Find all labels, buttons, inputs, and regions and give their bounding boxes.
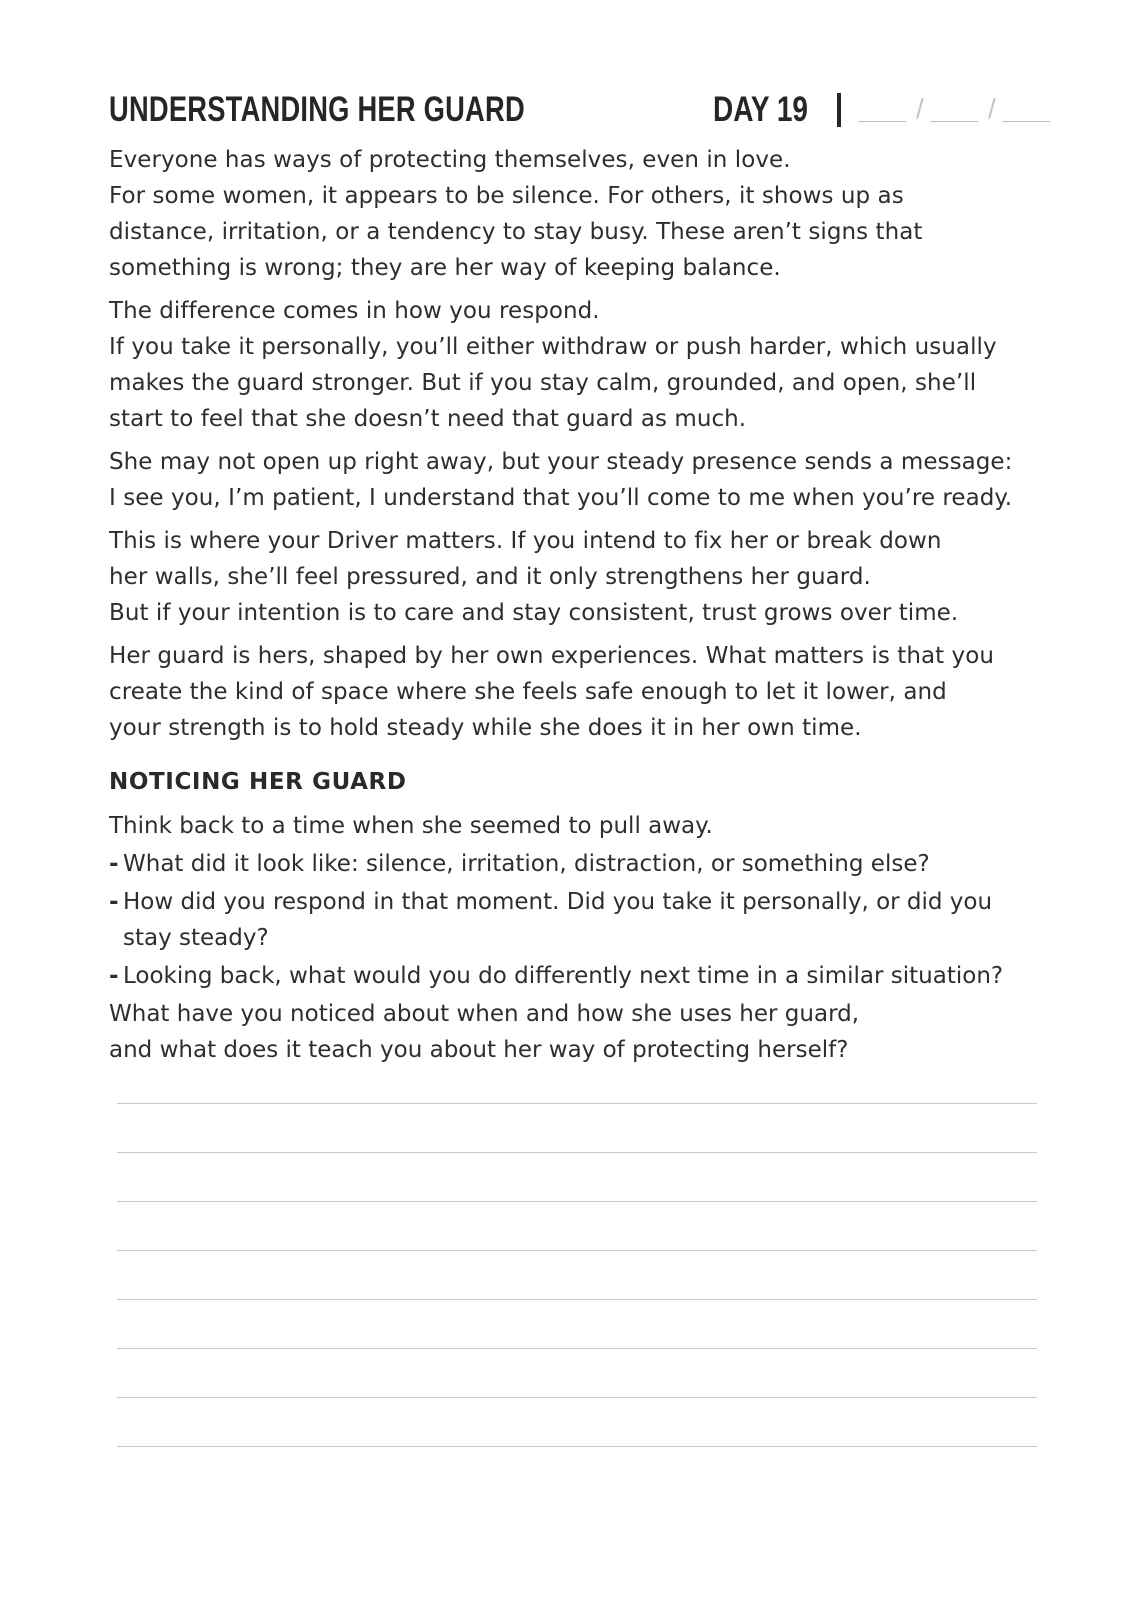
writing-line[interactable]: [117, 1446, 1037, 1447]
text-line: I see you, I’m patient, I understand that you’ll come to me when you’re ready.: [109, 485, 1013, 511]
body-text: [109, 142, 1064, 753]
writing-line[interactable]: [117, 1201, 1037, 1202]
writing-line[interactable]: [117, 1348, 1037, 1349]
bullet-item: [109, 846, 1064, 882]
day-divider: [837, 93, 841, 127]
text-line: start to feel that she doesn’t need that guard as much.: [109, 406, 747, 432]
date-year-blank[interactable]: [1002, 121, 1050, 122]
text-line: Everyone has ways of protecting themselves, even in love.: [109, 147, 791, 173]
exercise-prompts: [109, 808, 1064, 1068]
text-line: distance, irritation, or a tendency to stay busy. These aren’t signs that: [109, 219, 923, 245]
writing-line[interactable]: [117, 1299, 1037, 1300]
text-line: If you take it personally, you’ll either withdraw or push harder, which usually: [109, 334, 997, 360]
closing-question: [109, 996, 1064, 1068]
paragraph: [109, 444, 1064, 516]
journal-page: [109, 0, 1064, 1604]
date-slash: /: [988, 93, 996, 124]
date-field[interactable]: [858, 88, 1065, 132]
text-line: and what does it teach you about her way of protecting herself?: [109, 1037, 849, 1063]
paragraph: [109, 638, 1064, 746]
bullet-marker: -: [109, 851, 119, 877]
writing-line[interactable]: [117, 1250, 1037, 1251]
writing-line[interactable]: [117, 1397, 1037, 1398]
bullet-item: [109, 958, 1064, 994]
day-label: DAY 19: [713, 90, 808, 129]
day-block: [713, 88, 996, 132]
text-line: create the kind of space where she feels safe enough to let it lower, and: [109, 679, 947, 705]
bullet-text: What did it look like: silence, irritation, distraction, or something else?: [123, 851, 930, 877]
bullet-item: [109, 884, 1064, 956]
text-line: Her guard is hers, shaped by her own experiences. What matters is that you: [109, 643, 994, 669]
text-line: This is where your Driver matters. If you intend to fix her or break down: [109, 528, 942, 554]
date-day-blank[interactable]: [858, 121, 906, 122]
text-line: But if your intention is to care and stay consistent, trust grows over time.: [109, 600, 959, 626]
paragraph: [109, 142, 1064, 286]
date-slash: /: [916, 93, 924, 124]
text-line: makes the guard stronger. But if you stay calm, grounded, and open, she’ll: [109, 370, 977, 396]
paragraph: [109, 523, 1064, 631]
paragraph: [109, 293, 1064, 437]
bullet-text: Looking back, what would you do differently next time in a similar situation?: [123, 963, 1004, 989]
page-header: [109, 88, 1064, 132]
section-heading: NOTICING HER GUARD: [109, 769, 407, 795]
bullet-text: How did you respond in that moment. Did you take it personally, or did you: [123, 889, 993, 915]
text-line: What have you noticed about when and how she uses her guard,: [109, 1001, 860, 1027]
bullet-marker: -: [109, 963, 119, 989]
writing-line[interactable]: [117, 1103, 1037, 1104]
text-line: her walls, she’ll feel pressured, and it only strengthens her guard.: [109, 564, 871, 590]
bullet-marker: -: [109, 889, 119, 915]
text-line: The difference comes in how you respond.: [109, 298, 600, 324]
page-title: UNDERSTANDING HER GUARD: [109, 90, 525, 129]
exercise-intro: Think back to a time when she seemed to pull away.: [109, 813, 713, 839]
text-line: your strength is to hold steady while she does it in her own time.: [109, 715, 862, 741]
bullet-text: stay steady?: [123, 925, 269, 951]
date-month-blank[interactable]: [930, 121, 978, 122]
text-line: something is wrong; they are her way of keeping balance.: [109, 255, 781, 281]
writing-line[interactable]: [117, 1152, 1037, 1153]
text-line: She may not open up right away, but your steady presence sends a message:: [109, 449, 1013, 475]
text-line: For some women, it appears to be silence. For others, it shows up as: [109, 183, 904, 209]
